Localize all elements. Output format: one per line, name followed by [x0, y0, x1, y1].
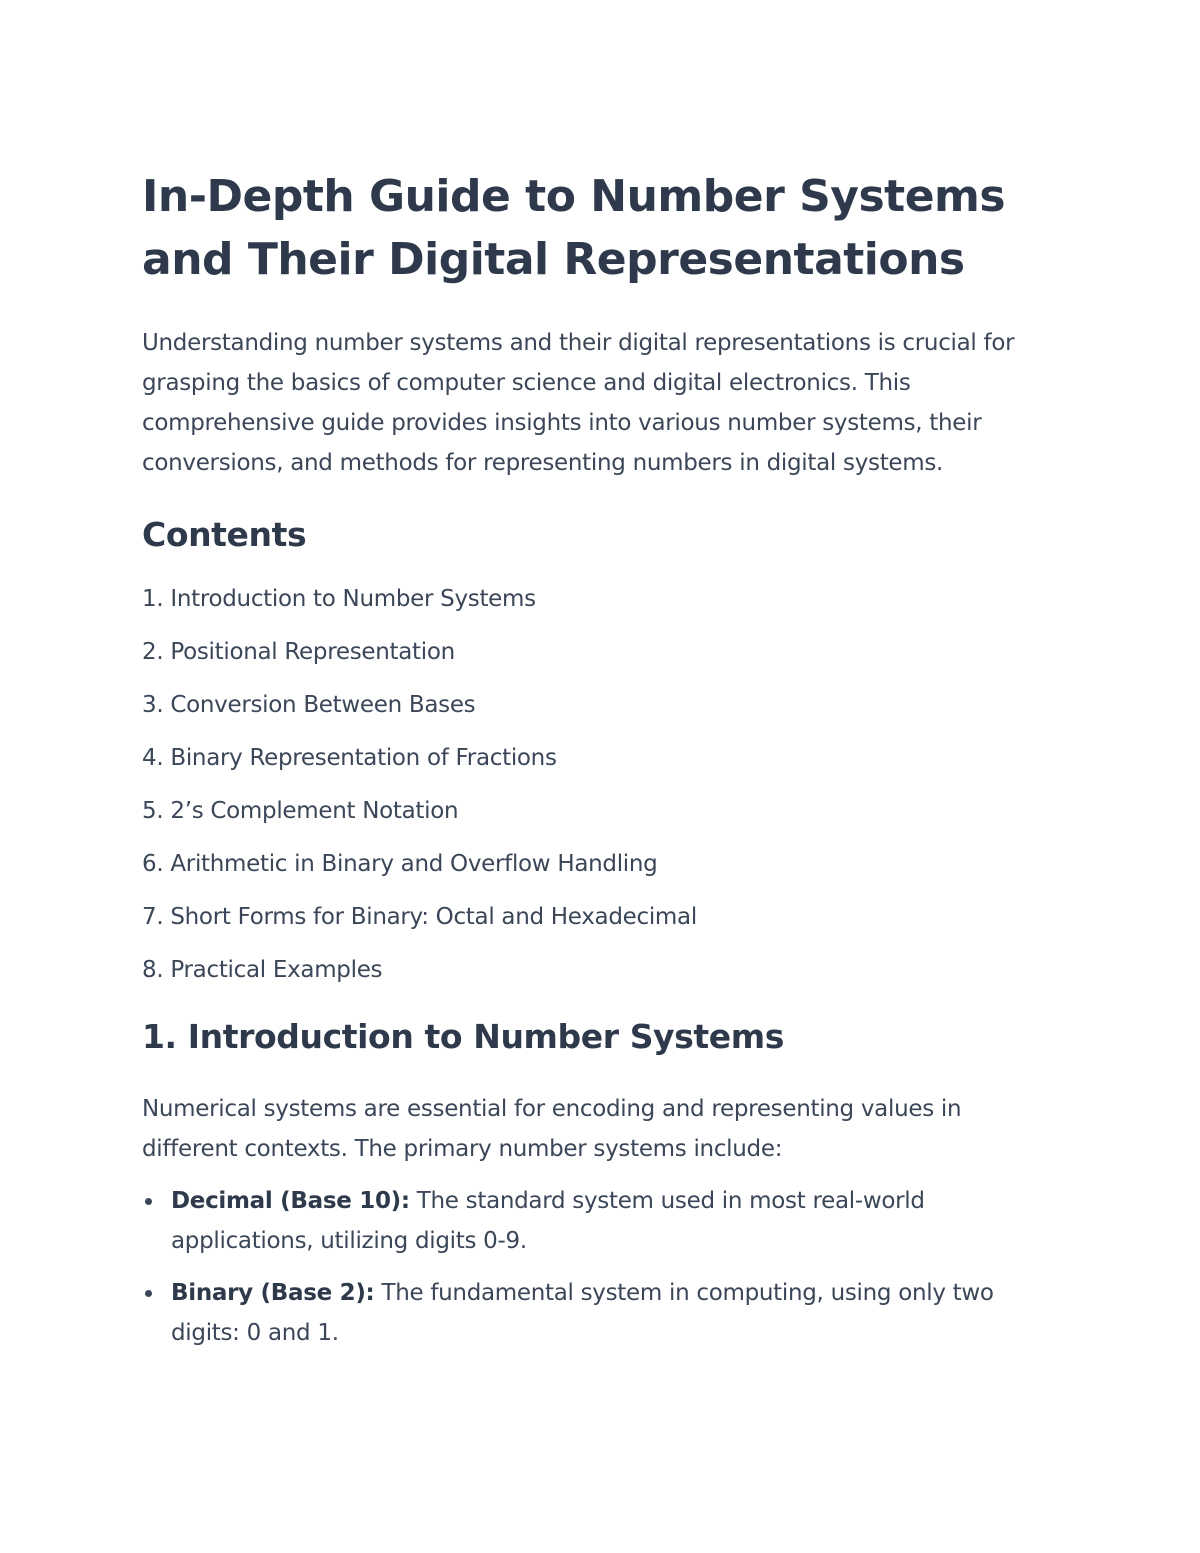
bullet-icon	[145, 1198, 152, 1205]
contents-heading: Contents	[142, 515, 307, 554]
list-item	[142, 1181, 1062, 1261]
toc-item: 1. Introduction to Number Systems	[142, 586, 536, 612]
number-systems-list	[142, 1181, 1062, 1353]
toc-item: 2. Positional Representation	[142, 639, 455, 665]
toc-item: 8. Practical Examples	[142, 957, 383, 983]
toc-item: 4. Binary Representation of Fractions	[142, 745, 557, 771]
list-item-description: The standard system used in most real-world applications, utilizing digits 0-9.	[171, 1188, 925, 1254]
section-heading: 1. Introduction to Number Systems	[142, 1017, 784, 1056]
list-item-term: Binary (Base 2):	[171, 1280, 375, 1306]
table-of-contents	[142, 573, 1062, 997]
bullet-icon	[145, 1290, 152, 1297]
document-page	[142, 165, 1062, 1365]
list-item	[142, 1273, 1062, 1353]
document-title: In-Depth Guide to Number Systems and Their Digital Representations	[142, 171, 1006, 285]
list-item-description: The fundamental system in computing, using only two digits: 0 and 1.	[171, 1280, 994, 1346]
intro-paragraph: Understanding number systems and their digital representations is crucial for grasping the basics of computer science and digital electronics. This comprehensive guide provides insights into various number systems, their conversions, and methods for representing numbers in digital systems.	[142, 330, 1015, 476]
toc-item: 5. 2’s Complement Notation	[142, 798, 459, 824]
toc-item: 6. Arithmetic in Binary and Overflow Handling	[142, 851, 658, 877]
toc-item: 3. Conversion Between Bases	[142, 692, 476, 718]
toc-item: 7. Short Forms for Binary: Octal and Hexadecimal	[142, 904, 697, 930]
section-paragraph: Numerical systems are essential for encoding and representing values in different contexts. The primary number systems include:	[142, 1096, 962, 1162]
list-item-term: Decimal (Base 10):	[171, 1188, 410, 1214]
